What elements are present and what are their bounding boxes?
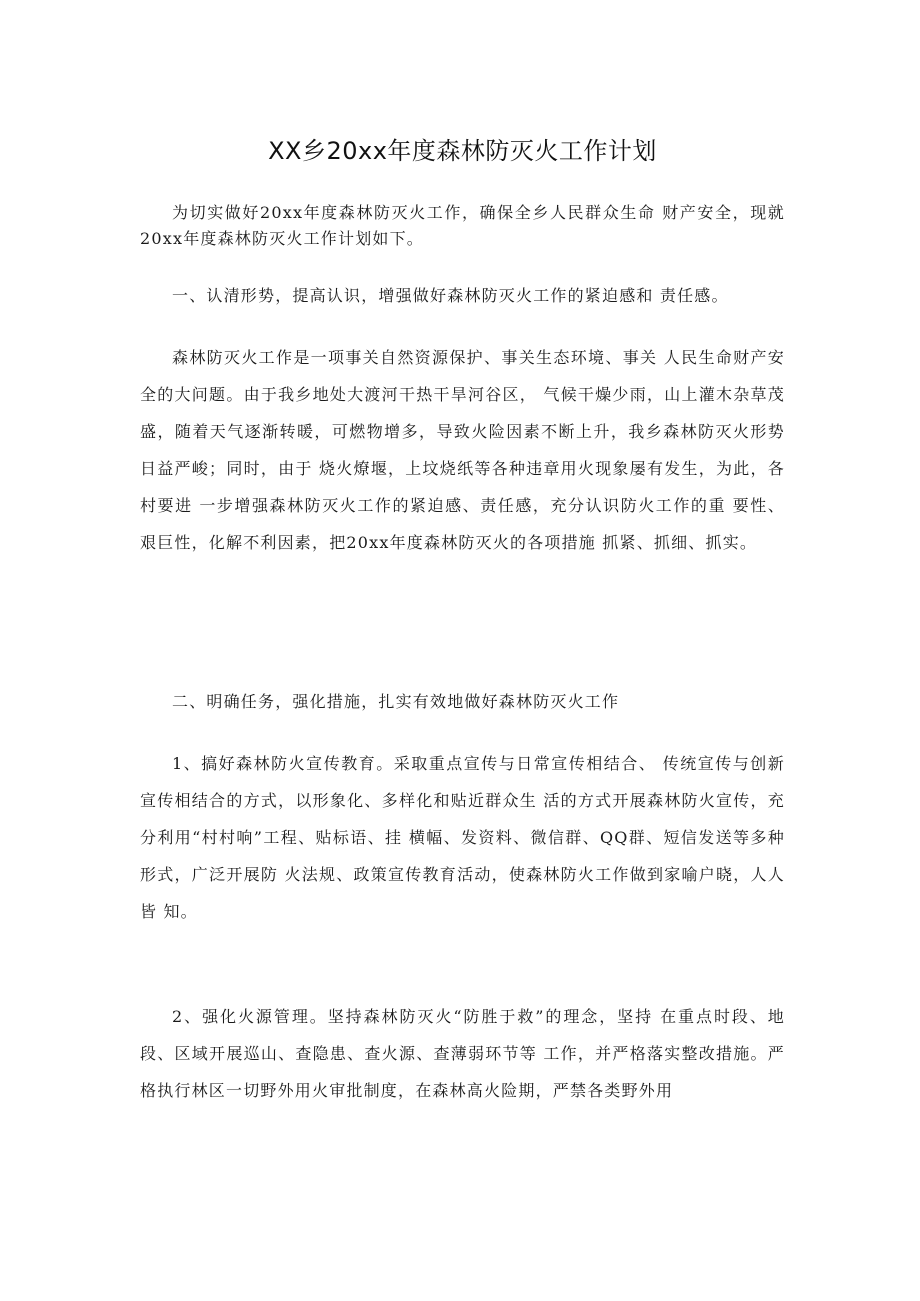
task-item-2: 2、强化火源管理。坚持森林防灭火“防胜于救”的理念，坚持 在重点时段、地段、区域开展巡山、查隐患、查火源、查薄弱环节等 工作，并严格落实整改措施。严格执行林区一切野外用火审批制度，在森林高火险期，严禁各类野外用 xyxy=(140,1007,785,1100)
document-title: XX乡20xx年度森林防灭火工作计划 xyxy=(268,137,657,165)
intro-paragraph: 为切实做好20xx年度森林防灭火工作，确保全乡人民群众生命 财产安全，现就20xx年度森林防灭火工作计划如下。 xyxy=(140,203,785,248)
section-heading-2: 二、明确任务，强化措施，扎实有效地做好森林防灭火工作 xyxy=(172,692,620,711)
section-heading-1: 一、认清形势，提高认识，增强做好森林防灭火工作的紧迫感和 责任感。 xyxy=(172,286,729,305)
task-item-1: 1、搞好森林防火宣传教育。采取重点宣传与日常宣传相结合、 传统宣传与创新宣传相结合的方式，以形象化、多样化和贴近群众生 活的方式开展森林防火宣传，充分利用“村村响”工程、贴标语、挂 横幅、发资料、微信群、QQ群、短信发送等多种形式，广泛开展防 火法规、政策宣传教育活动，使森林防火工作做到家喻户晓，人人皆 知。 xyxy=(140,754,785,921)
section-1-body: 森林防灭火工作是一项事关自然资源保护、事关生态环境、事关 人民生命财产安全的大问题。由于我乡地处大渡河干热干旱河谷区， 气候干燥少雨，山上灌木杂草茂盛，随着天气逐渐转暖，可燃物增多，导致火险因素不断上升，我乡森林防灭火形势日益严峻；同时，由于 烧火燎堰，上坟烧纸等各种违章用火现象屡有发生，为此，各村要进 一步增强森林防灭火工作的紧迫感、责任感，充分认识防火工作的重 要性、艰巨性，化解不利因素，把20xx年度森林防灭火的各项措施 抓紧、抓细、抓实。 xyxy=(140,348,785,552)
